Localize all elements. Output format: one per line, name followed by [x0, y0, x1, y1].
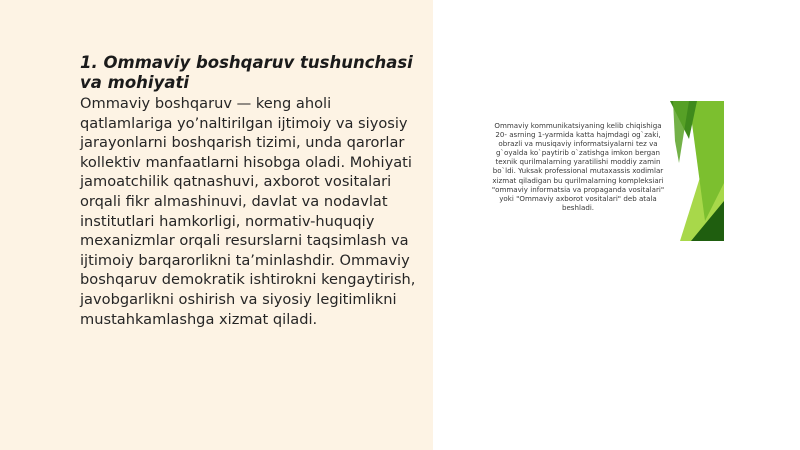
slide-title: 1. Ommaviy boshqaruv tushunchasi va mohiyati	[80, 53, 413, 92]
slide-thumbnail	[475, 101, 724, 241]
slide-body-text: Ommaviy boshqaruv — keng aholi qatlamlariga yo’naltirilgan ijtimoiy va siyosiy jarayonlarni boshqarish tizimi, unda qarorlar kollektiv manfaatlarni hisobga oladi. Mohiyati jamoatchilik qatnashuvi, axborot vositalari orqali fikr almashinuvi, davlat va nodavlat institutlari hamkorligi, normativ-huquqiy mexanizmlar orqali resurslarni taqsimlash va ijtimoiy barqarorlikni ta’minlashdir. Ommaviy boshqaruv demokratik ishtirokni kengaytirish, javobgarlikni oshirish va siyosiy legitimlikni mustahkamlashga xizmat qiladi.	[80, 95, 416, 328]
thumbnail-text: Ommaviy kommunikatsiyaning kelib chiqishiga 20- asrning 1-yarmida katta hajmdagi og`zaki, obrazli va musiqaviy informatsiyalarni tez va g`oyalda ko`paytirib o`zatishga imkon bergan texnik qurilmalarning yaratilishi moddiy zamin bo`ldi. Yuksak professional mutaxassis xodimlar xizmat qiladigan bu qurilmalarning kompleksiari "ommaviy informatsia va propaganda vositalari" yoki "Ommaviy axborot vositalari" deb atala beshladi.	[491, 121, 665, 212]
